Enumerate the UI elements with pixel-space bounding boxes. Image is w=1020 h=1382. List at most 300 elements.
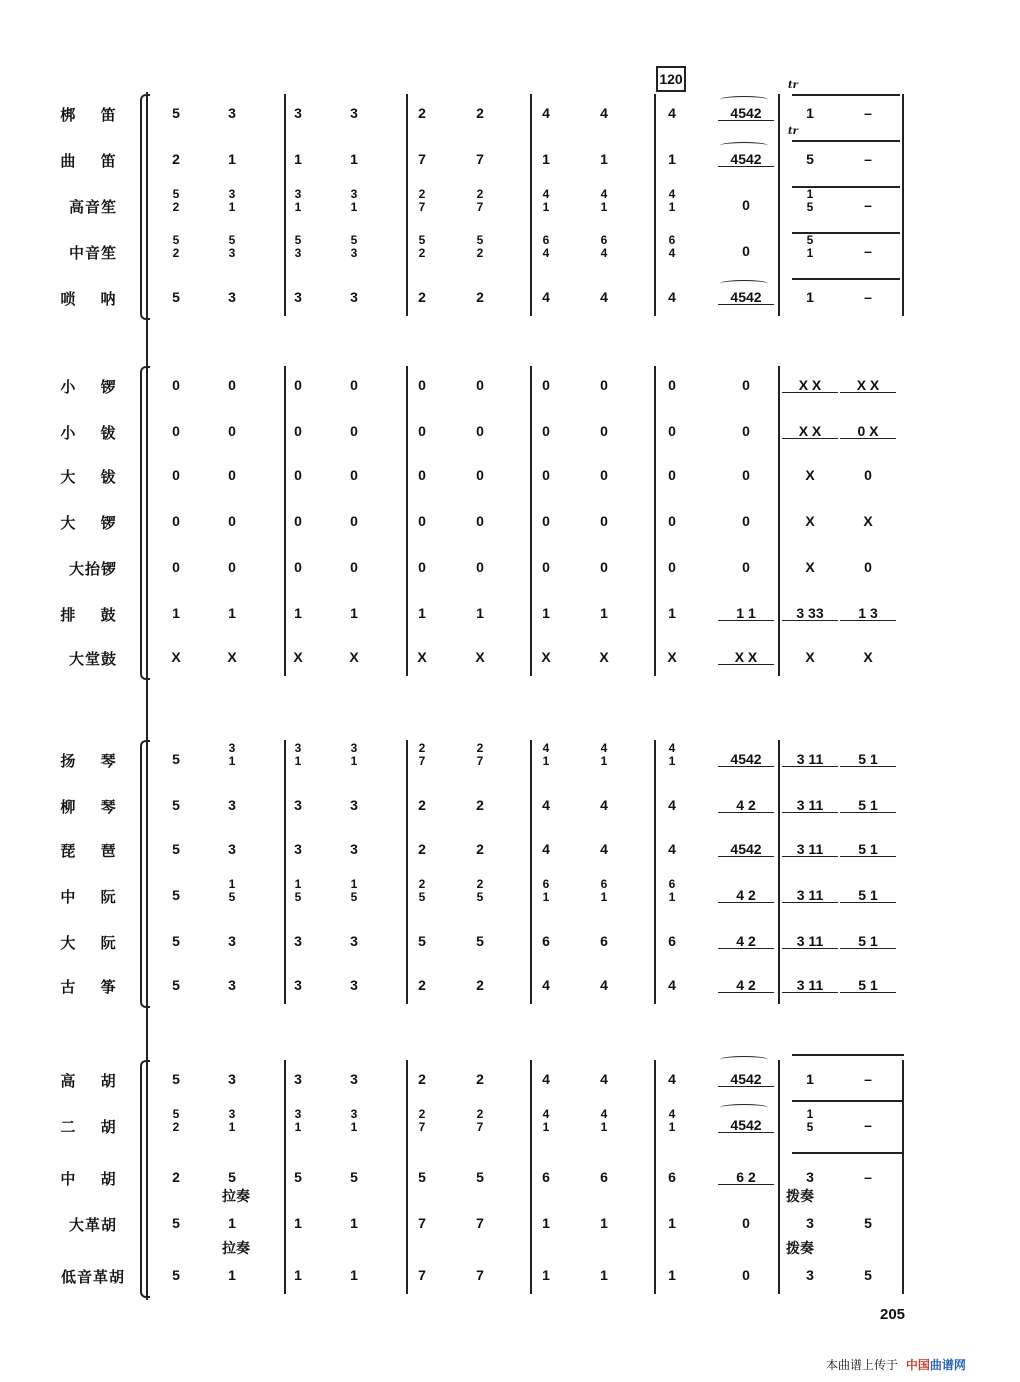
instrument-label: 扬 琴 [60, 752, 126, 770]
note-cell: X [541, 649, 551, 665]
stacked-note: 3 [228, 741, 236, 755]
note-cell: 0 [742, 197, 750, 213]
note-cell: 0 [418, 513, 426, 529]
note-cell: 4542 [718, 1072, 774, 1087]
note-cell: 1 [542, 151, 550, 167]
stacked-note: 1 [542, 200, 550, 214]
note-cell [460, 188, 500, 214]
note-cell: 4 2 [718, 798, 774, 813]
note-cell: 4 [668, 289, 676, 305]
note-cell: 3 [350, 977, 358, 993]
stacked-note: 6 [668, 233, 676, 247]
note-cell [584, 878, 624, 904]
instrument-label: 二 胡 [60, 1118, 126, 1136]
note-cell [402, 234, 442, 260]
note-cell: 0 [476, 559, 484, 575]
note-cell: 0 [742, 377, 750, 393]
note-cell: 4 [542, 105, 550, 121]
note-cell: 4 [600, 105, 608, 121]
stacked-note: 1 [542, 754, 550, 768]
barline [778, 1060, 780, 1294]
note-cell [212, 742, 252, 768]
hold-line [792, 186, 900, 188]
note-cell: – [864, 1169, 872, 1185]
stacked-note: 5 [350, 233, 358, 247]
stacked-note: 1 [294, 200, 302, 214]
note-cell: 3 [228, 797, 236, 813]
note-cell: 0 [228, 423, 236, 439]
note-cell: 3 [228, 841, 236, 857]
note-cell: 4 [668, 841, 676, 857]
stacked-note: 3 [350, 187, 358, 201]
stacked-note: 3 [350, 246, 358, 260]
note-cell [402, 878, 442, 904]
note-cell: 0 [172, 559, 180, 575]
instrument-label: 低音革胡 [60, 1268, 125, 1286]
note-cell: 4 [542, 977, 550, 993]
stacked-note: 2 [476, 246, 484, 260]
note-cell: 4 2 [718, 978, 774, 993]
note-cell: 0 [350, 467, 358, 483]
instrument-label: 小 锣 [60, 378, 126, 396]
note-cell: 0 [350, 423, 358, 439]
note-cell [402, 188, 442, 214]
stacked-note: 3 [294, 741, 302, 755]
note-cell [212, 878, 252, 904]
note-cell: 0 [742, 243, 750, 259]
instrument-label: 琵 琶 [60, 842, 126, 860]
note-cell [652, 234, 692, 260]
stacked-note: 2 [418, 877, 426, 891]
stacked-note: 1 [350, 877, 358, 891]
stacked-note: 7 [476, 754, 484, 768]
stacked-note: 7 [418, 200, 426, 214]
note-cell: – [864, 243, 872, 259]
stacked-note: 5 [476, 233, 484, 247]
barline [902, 1060, 904, 1294]
note-cell: 1 [228, 605, 236, 621]
note-cell: 7 [476, 1267, 484, 1283]
note-cell: 5 1 [840, 978, 896, 993]
barline [284, 1060, 286, 1294]
barline [530, 366, 532, 676]
note-cell: 4 [668, 977, 676, 993]
note-cell: 5 1 [840, 798, 896, 813]
page-number: 205 [880, 1306, 906, 1323]
barline [406, 366, 408, 676]
note-cell: 6 [668, 1169, 676, 1185]
note-cell: 4 [600, 841, 608, 857]
stacked-note: 6 [600, 877, 608, 891]
barline [406, 94, 408, 316]
note-cell: 5 1 [840, 934, 896, 949]
instrument-label: 大 锣 [60, 514, 126, 532]
note-cell: 4 2 [718, 888, 774, 903]
stacked-note: 1 [294, 1120, 302, 1134]
note-cell: 1 [542, 1267, 550, 1283]
stacked-note: 1 [668, 1120, 676, 1134]
barline [654, 94, 656, 316]
note-cell: 0 [668, 559, 676, 575]
note-cell: 3 [806, 1267, 814, 1283]
note-cell: 7 [418, 1215, 426, 1231]
note-cell: 0 [476, 423, 484, 439]
note-cell: 1 [350, 151, 358, 167]
stacked-note: 2 [476, 187, 484, 201]
barline [654, 740, 656, 1004]
note-cell: 0 [172, 377, 180, 393]
note-cell: 0 [742, 513, 750, 529]
stacked-note: 4 [668, 741, 676, 755]
stacked-note: 4 [542, 741, 550, 755]
note-cell: 0 [742, 423, 750, 439]
note-cell: 4542 [718, 752, 774, 767]
note-cell: 2 [418, 1071, 426, 1087]
stacked-note: 2 [172, 1120, 180, 1134]
note-cell: 0 [742, 1267, 750, 1283]
note-cell: – [864, 105, 872, 121]
upload-footer [826, 1356, 966, 1373]
note-cell: 1 [542, 1215, 550, 1231]
slur [720, 280, 768, 287]
note-cell: 1 [600, 605, 608, 621]
note-cell: 5 [294, 1169, 302, 1185]
note-cell [212, 188, 252, 214]
note-cell: 3 [294, 797, 302, 813]
stacked-note: 4 [542, 1107, 550, 1121]
stacked-note: 2 [172, 200, 180, 214]
note-cell: 1 [294, 605, 302, 621]
note-cell: 2 [476, 797, 484, 813]
note-cell: 1 [600, 1215, 608, 1231]
stacked-note: 4 [668, 1107, 676, 1121]
note-cell: 0 [600, 559, 608, 575]
note-cell: X [863, 649, 873, 665]
instrument-label: 古 筝 [60, 978, 126, 996]
note-cell: 0 [864, 559, 872, 575]
note-cell: X [805, 513, 815, 529]
note-cell: 0 [294, 513, 302, 529]
trill-mark: tr [788, 126, 798, 137]
note-cell: 0 [294, 559, 302, 575]
stacked-note: 5 [228, 233, 236, 247]
note-cell: 2 [476, 105, 484, 121]
note-cell [790, 1108, 830, 1134]
instrument-label: 柳 琴 [60, 798, 126, 816]
rehearsal-mark: 120 [656, 66, 686, 92]
group-bracket [140, 1060, 150, 1298]
note-cell [460, 878, 500, 904]
note-cell: 3 [806, 1215, 814, 1231]
hold-line [792, 1100, 904, 1102]
note-cell: 4 [542, 841, 550, 857]
stacked-note: 1 [542, 1120, 550, 1134]
note-cell: X X [782, 424, 838, 439]
note-cell: – [864, 289, 872, 305]
barline [530, 1060, 532, 1294]
note-cell: 5 [172, 289, 180, 305]
stacked-note: 1 [600, 200, 608, 214]
note-cell: 5 [172, 841, 180, 857]
instrument-label: 大堂鼓 [68, 650, 117, 668]
slur [720, 1104, 768, 1111]
note-cell: X [349, 649, 359, 665]
note-cell: X X [782, 378, 838, 393]
note-cell [526, 188, 566, 214]
note-cell: 5 1 [840, 752, 896, 767]
note-cell: 1 [350, 1215, 358, 1231]
note-cell [584, 742, 624, 768]
note-cell: 3 [228, 977, 236, 993]
note-cell: 1 [294, 151, 302, 167]
slur [720, 142, 768, 149]
note-cell: 0 [668, 423, 676, 439]
stacked-note: 5 [294, 890, 302, 904]
stacked-note: 6 [542, 877, 550, 891]
note-cell [156, 234, 196, 260]
note-cell: 6 [668, 933, 676, 949]
note-cell: X X [718, 650, 774, 665]
stacked-note: 1 [806, 246, 814, 260]
stacked-note: 1 [668, 200, 676, 214]
stacked-note: 5 [806, 200, 814, 214]
note-cell: 0 [228, 559, 236, 575]
instrument-label: 小 钹 [60, 424, 126, 442]
note-cell: 0 [350, 513, 358, 529]
note-cell [212, 234, 252, 260]
system-line [146, 92, 148, 1300]
note-cell [334, 878, 374, 904]
hold-line [792, 278, 900, 280]
instrument-label: 中音笙 [68, 244, 117, 262]
trill-mark: tr [788, 80, 798, 91]
note-cell: 0 [668, 467, 676, 483]
note-cell: 5 [172, 977, 180, 993]
note-cell: 5 [172, 797, 180, 813]
note-cell [584, 234, 624, 260]
note-cell: X X [840, 378, 896, 393]
note-cell: 4 [542, 797, 550, 813]
note-cell: 6 [600, 933, 608, 949]
note-cell: 0 [668, 513, 676, 529]
stacked-note: 5 [350, 890, 358, 904]
note-cell: 0 [742, 559, 750, 575]
stacked-note: 7 [476, 200, 484, 214]
stacked-note: 1 [806, 1107, 814, 1121]
stacked-note: 1 [600, 1120, 608, 1134]
note-cell: 0 [350, 559, 358, 575]
note-cell: 0 [476, 467, 484, 483]
stacked-note: 1 [228, 754, 236, 768]
note-cell: 3 11 [782, 798, 838, 813]
instrument-label: 大 钹 [60, 468, 126, 486]
barline [284, 366, 286, 676]
stacked-note: 5 [418, 890, 426, 904]
stacked-note: 2 [418, 187, 426, 201]
note-cell: 4 [668, 105, 676, 121]
note-cell [156, 188, 196, 214]
instrument-label: 梆 笛 [60, 106, 126, 124]
note-cell: 6 [542, 1169, 550, 1185]
note-cell: 7 [418, 1267, 426, 1283]
note-cell: 1 [600, 1267, 608, 1283]
note-cell: 3 [294, 933, 302, 949]
note-cell: 1 [172, 605, 180, 621]
barline [284, 740, 286, 1004]
stacked-note: 4 [600, 246, 608, 260]
stacked-note: 6 [600, 233, 608, 247]
hold-line [792, 140, 900, 142]
stacked-note: 4 [668, 187, 676, 201]
note-cell: 0 [418, 467, 426, 483]
barline [406, 740, 408, 1004]
note-cell: 0 [294, 377, 302, 393]
stacked-note: 5 [806, 233, 814, 247]
note-cell: 0 [542, 559, 550, 575]
note-cell: 0 [742, 1215, 750, 1231]
note-cell: 5 [864, 1267, 872, 1283]
footer-brand-b: 曲谱网 [929, 1358, 966, 1372]
stacked-note: 2 [476, 877, 484, 891]
stacked-note: 1 [600, 890, 608, 904]
stacked-note: 4 [600, 741, 608, 755]
barline [778, 740, 780, 1004]
stacked-note: 3 [294, 1107, 302, 1121]
stacked-note: 2 [476, 741, 484, 755]
note-cell: X [227, 649, 237, 665]
stacked-note: 4 [600, 187, 608, 201]
technique-label: 拉奏 [222, 1241, 250, 1257]
note-cell: 4 2 [718, 934, 774, 949]
stacked-note: 7 [476, 1120, 484, 1134]
note-cell: 0 [418, 423, 426, 439]
note-cell: 0 [542, 423, 550, 439]
note-cell: 0 [228, 377, 236, 393]
stacked-note: 3 [350, 741, 358, 755]
note-cell: 6 2 [718, 1170, 774, 1185]
note-cell: 5 [864, 1215, 872, 1231]
stacked-note: 1 [600, 754, 608, 768]
stacked-note: 4 [542, 246, 550, 260]
stacked-note: 3 [294, 246, 302, 260]
note-cell: 5 [172, 887, 180, 903]
note-cell: 0 X [840, 424, 896, 439]
stacked-note: 1 [806, 187, 814, 201]
note-cell [334, 1108, 374, 1134]
barline [778, 366, 780, 676]
note-cell [212, 1108, 252, 1134]
note-cell: X [805, 559, 815, 575]
note-cell: 1 1 [718, 606, 774, 621]
note-cell: 2 [418, 797, 426, 813]
stacked-note: 1 [228, 200, 236, 214]
note-cell: – [864, 1117, 872, 1133]
stacked-note: 2 [418, 741, 426, 755]
stacked-note: 2 [418, 1107, 426, 1121]
note-cell [402, 1108, 442, 1134]
note-cell: 6 [542, 933, 550, 949]
note-cell [526, 1108, 566, 1134]
note-cell: 2 [172, 1169, 180, 1185]
note-cell [334, 234, 374, 260]
footer-upload-text: 本曲谱上传于 [826, 1358, 899, 1372]
note-cell: 2 [476, 977, 484, 993]
note-cell: 0 [294, 423, 302, 439]
technique-label: 拨奏 [786, 1189, 814, 1205]
note-cell: 4542 [718, 290, 774, 305]
instrument-label: 曲 笛 [60, 152, 126, 170]
note-cell: X [417, 649, 427, 665]
note-cell: 7 [476, 1215, 484, 1231]
stacked-note: 7 [418, 1120, 426, 1134]
stacked-note: 3 [350, 1107, 358, 1121]
stacked-note: 4 [542, 187, 550, 201]
barline [530, 740, 532, 1004]
barline [778, 94, 780, 316]
note-cell: 5 [418, 1169, 426, 1185]
barline [654, 366, 656, 676]
note-cell: 1 [350, 1267, 358, 1283]
stacked-note: 5 [228, 890, 236, 904]
note-cell: – [864, 151, 872, 167]
note-cell: 4 [668, 797, 676, 813]
note-cell: 4 [600, 1071, 608, 1087]
note-cell: 0 [668, 377, 676, 393]
stacked-note: 1 [668, 890, 676, 904]
note-cell: 5 [172, 933, 180, 949]
note-cell: 4 [542, 289, 550, 305]
group-bracket [140, 366, 150, 680]
stacked-note: 5 [806, 1120, 814, 1134]
note-cell [334, 188, 374, 214]
note-cell: 5 [172, 1267, 180, 1283]
barline [654, 1060, 656, 1294]
note-cell: X [863, 513, 873, 529]
stacked-note: 5 [294, 233, 302, 247]
note-cell: 5 [172, 105, 180, 121]
stacked-note: 3 [228, 1107, 236, 1121]
instrument-label: 大 阮 [60, 934, 126, 952]
note-cell: 4542 [718, 106, 774, 121]
instrument-label: 中 阮 [60, 888, 126, 906]
note-cell: 4542 [718, 1118, 774, 1133]
note-cell: X [293, 649, 303, 665]
note-cell: 1 [668, 1215, 676, 1231]
note-cell: 1 [668, 1267, 676, 1283]
stacked-note: 7 [418, 754, 426, 768]
note-cell: 3 [350, 1071, 358, 1087]
stacked-note: 1 [542, 890, 550, 904]
stacked-note: 1 [350, 200, 358, 214]
note-cell: 3 [294, 289, 302, 305]
note-cell: 7 [476, 151, 484, 167]
stacked-note: 1 [294, 877, 302, 891]
note-cell: 2 [418, 289, 426, 305]
stacked-note: 1 [228, 877, 236, 891]
note-cell: 0 [600, 513, 608, 529]
stacked-note: 3 [228, 246, 236, 260]
note-cell: 1 [476, 605, 484, 621]
note-cell: X [667, 649, 677, 665]
note-cell: 0 [294, 467, 302, 483]
note-cell: 4 [600, 977, 608, 993]
hold-line [792, 232, 900, 234]
stacked-note: 4 [600, 1107, 608, 1121]
note-cell: X [475, 649, 485, 665]
note-cell [526, 742, 566, 768]
barline [406, 1060, 408, 1294]
stacked-note: 1 [228, 1120, 236, 1134]
